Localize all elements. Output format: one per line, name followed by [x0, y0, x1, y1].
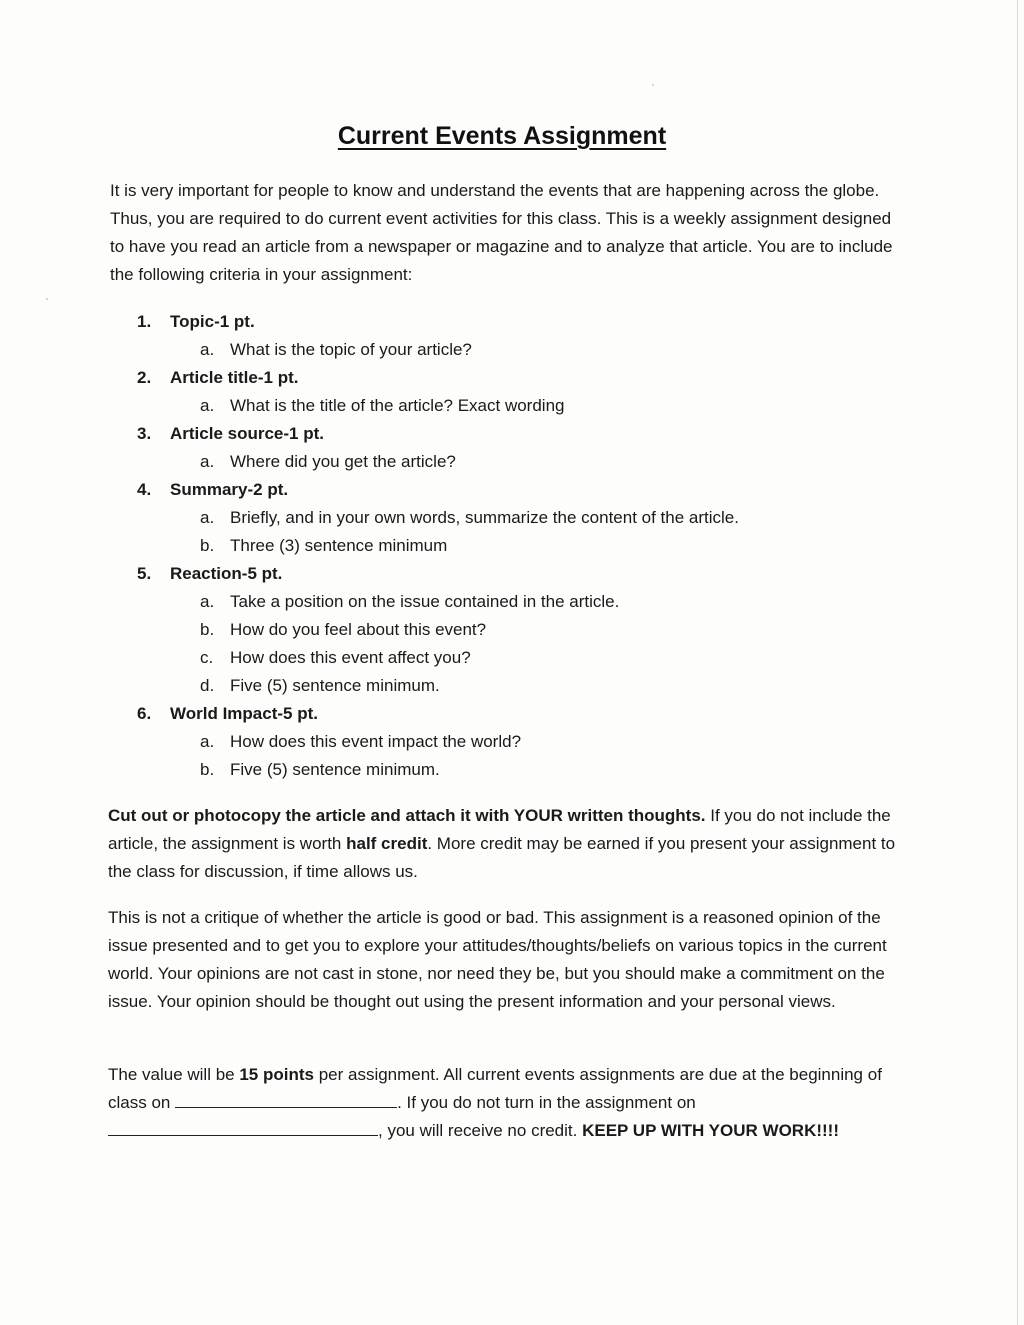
subitem-text: What is the title of the article? Exact wording	[230, 396, 565, 415]
criteria-subitem	[0, 728, 1000, 756]
criteria-subitem	[0, 588, 1000, 616]
subitem-text: Five (5) sentence minimum.	[230, 676, 440, 695]
due-date-blank[interactable]	[175, 1089, 397, 1108]
criteria-list	[0, 308, 1000, 784]
page-title: Current Events Assignment	[337, 122, 667, 150]
subitem-text: Take a position on the issue contained in the article.	[230, 592, 620, 611]
criteria-subitem	[0, 448, 1000, 476]
attach-text-end: . More credit may be earned if you present your assignment to the class for discussion, if time allows us.	[108, 834, 896, 881]
criteria-subitem	[0, 672, 1000, 700]
subitem-letter: a.	[200, 592, 215, 611]
criteria-subitem	[0, 644, 1000, 672]
criteria-subitem	[0, 336, 1000, 364]
criteria-item	[0, 308, 1000, 336]
subitem-letter: d.	[200, 676, 215, 695]
criteria-subitem	[0, 756, 1000, 784]
subitem-letter: a.	[200, 508, 215, 527]
criteria-number: 4.	[137, 480, 152, 499]
criteria-number: 5.	[137, 564, 152, 583]
criteria-item	[0, 560, 1000, 588]
subitem-text: Where did you get the article?	[230, 452, 456, 471]
criteria-subitem	[0, 532, 1000, 560]
half-credit-text: half credit	[346, 834, 428, 853]
value-text-4: , you will receive no credit.	[378, 1121, 583, 1140]
value-text: The value will be	[108, 1065, 240, 1084]
criteria-subitem	[0, 504, 1000, 532]
subitem-letter: b.	[200, 620, 215, 639]
critique-paragraph: This is not a critique of whether the article is good or bad. This assignment is a reasoned opinion of the issue presented and to get you to explore your attitudes/thoughts/beliefs on various topics in the current world. Your opinions are not cast in stone, nor need they be, but you should make a commitment on the issue. Your opinion should be thought out using the present information and your personal views.	[108, 908, 887, 1011]
criteria-item	[0, 700, 1000, 728]
subitem-text: How does this event affect you?	[230, 648, 471, 667]
subitem-text: How do you feel about this event?	[230, 620, 487, 639]
attach-text: If you do not include the article, the assignment is worth	[108, 806, 891, 853]
subitem-text: What is the topic of your article?	[230, 340, 472, 359]
criteria-subitem	[0, 392, 1000, 420]
subitem-letter: a.	[200, 396, 215, 415]
subitem-letter: c.	[200, 648, 214, 667]
criteria-number: 2.	[137, 368, 152, 387]
subitem-letter: b.	[200, 760, 215, 779]
value-text-3: . If you do not turn in the assignment on	[397, 1093, 696, 1112]
criteria-item	[0, 420, 1000, 448]
criteria-label: Reaction-5 pt.	[170, 564, 283, 583]
subitem-text: Briefly, and in your own words, summarize the content of the article.	[230, 508, 739, 527]
criteria-label: Article title-1 pt.	[170, 368, 299, 387]
attach-paragraph	[108, 802, 898, 886]
criteria-label: World Impact-5 pt.	[170, 704, 318, 723]
keep-up-text: KEEP UP WITH YOUR WORK!!!!	[582, 1121, 839, 1140]
points-text: 15 points	[239, 1065, 314, 1084]
scan-speck	[46, 298, 48, 300]
value-text-2: per assignment. All current events assignments are due at the beginning of class on	[108, 1065, 882, 1112]
subitem-letter: a.	[200, 340, 215, 359]
scan-edge	[1017, 0, 1018, 1325]
value-paragraph	[108, 1061, 898, 1145]
subitem-letter: b.	[200, 536, 215, 555]
scan-speck	[652, 84, 654, 86]
attach-instruction: Cut out or photocopy the article and attach it with YOUR written thoughts.	[108, 806, 706, 825]
criteria-item	[0, 476, 1000, 504]
subitem-text: Five (5) sentence minimum.	[230, 760, 440, 779]
criteria-number: 3.	[137, 424, 152, 443]
intro-paragraph: It is very important for people to know and understand the events that are happening across the globe. Thus, you are required to do current event activities for this class. This is a weekly assignment designed to have you read an article from a newspaper or magazine and to analyze that article. You are to include the following criteria in your assignment:	[110, 181, 893, 284]
criteria-number: 1.	[137, 312, 152, 331]
deadline-blank[interactable]	[108, 1117, 378, 1136]
criteria-number: 6.	[137, 704, 152, 723]
criteria-label: Article source-1 pt.	[170, 424, 324, 443]
criteria-item	[0, 364, 1000, 392]
criteria-subitem	[0, 616, 1000, 644]
subitem-text: Three (3) sentence minimum	[230, 536, 448, 555]
criteria-label: Topic-1 pt.	[170, 312, 255, 331]
subitem-text: How does this event impact the world?	[230, 732, 522, 751]
criteria-label: Summary-2 pt.	[170, 480, 289, 499]
subitem-letter: a.	[200, 452, 215, 471]
subitem-letter: a.	[200, 732, 215, 751]
